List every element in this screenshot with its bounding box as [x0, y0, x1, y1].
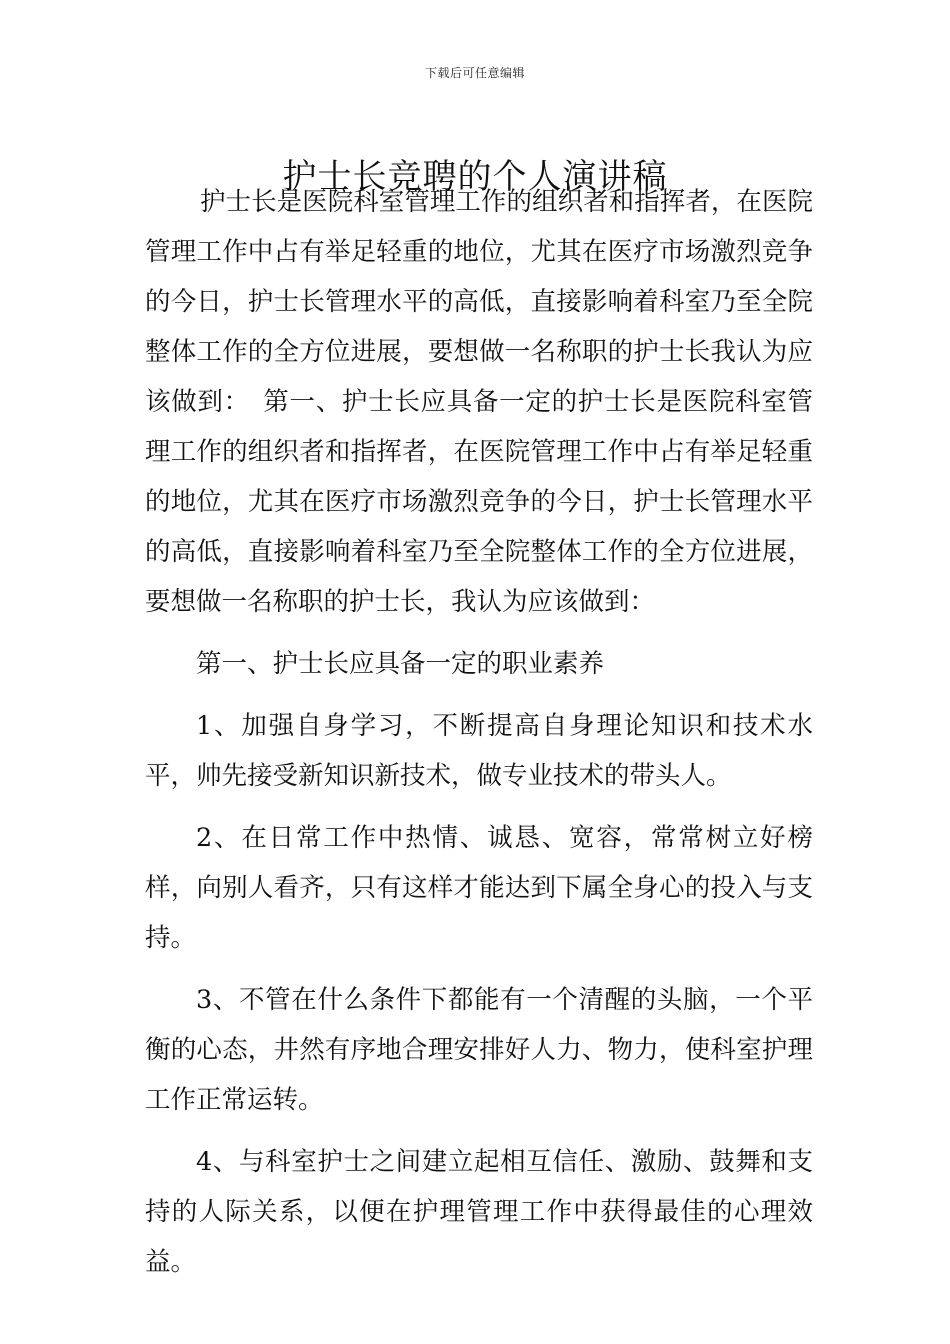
paragraph-item-1: 1、加强自身学习，不断提高自身理论知识和技术水平，帅先接受新知识新技术，做专业技术的带头人。 [145, 711, 813, 791]
document-title: 护士长竞聘的个人演讲稿 [282, 156, 668, 197]
paragraph-item-2: 2、在日常工作中热情、诚恳、宽容，常常树立好榜样，向别人看齐，只有这样才能达到下属全身心的投入与支持。 [145, 823, 813, 953]
paragraph-item-4: 4、与科室护士之间建立起相互信任、激励、鼓舞和支持的人际关系，以便在护理管理工作中获得最佳的心理效益。 [145, 1147, 813, 1277]
paragraph-item-3: 3、不管在什么条件下都能有一个清醒的头脑，一个平衡的心态，井然有序地合理安排好人力、物力，使科室护理工作正常运转。 [145, 985, 813, 1115]
page-header-note: 下载后可任意编辑 [424, 66, 525, 80]
paragraph-section-heading: 第一、护士长应具备一定的职业素养 [196, 649, 605, 679]
paragraph-intro: 护士长是医院科室管理工作的组织者和指挥者，在医院管理工作中占有举足轻重的地位，尤其在医疗市场激烈竞争的今日，护士长管理水平的高低，直接影响着科室乃至全院整体工作的全方位进展，要想做一名称职的护士长我认为应该做到： 第一、护士长应具备一定的护士长是医院科室管理工作的组织者和指挥者，在医院管理工作中占有举足轻重的地位，尤其在医疗市场激烈竞争的今日，护士长管理水平的高低，直接影响着科室乃至全院整体工作的全方位进展，要想做一名称职的护士长，我认为应该做到： [145, 187, 813, 617]
document-body [145, 177, 813, 1287]
